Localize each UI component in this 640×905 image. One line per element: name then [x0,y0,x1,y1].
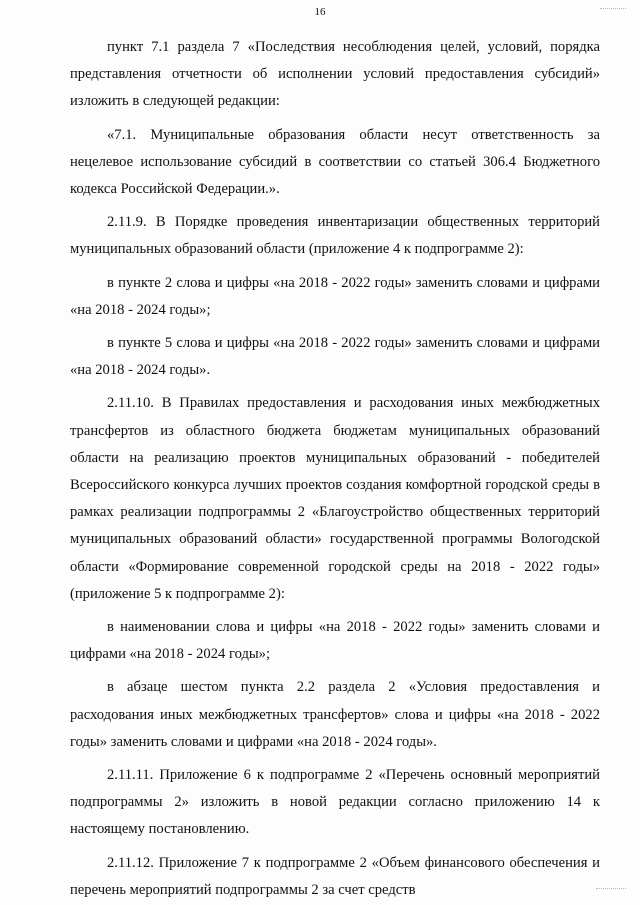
paragraph-5: в пункте 5 слова и цифры «на 2018 - 2022 годы» заменить словами и цифрами «на 2018 - 2024 годы». [70,335,600,379]
document-body [70,34,600,904]
scan-artifact-bottom [596,888,626,895]
paragraph-7: в наименовании слова и цифры «на 2018 - 2022 годы» заменить словами и цифрами «на 2018 - 2024 годы»; [70,619,600,663]
paragraph-2: «7.1. Муниципальные образования области несут ответственность за нецелевое использование субсидий в соответствии со статьей 306.4 Бюджетного кодекса Российской Федерации.». [70,126,600,198]
paragraph-8: в абзаце шестом пункта 2.2 раздела 2 «Условия предоставления и расходования иных межбюджетных трансфертов» слова и цифры «на 2018 - 2022 годы» заменить словами и цифрами «на 2018 - 2024 годы». [70,679,600,750]
paragraph-9: 2.11.11. Приложение 6 к подпрограмме 2 «Перечень основный мероприятий подпрограммы 2» изложить в новой редакции согласно приложению 14 к настоящему постановлению. [70,767,600,838]
paragraph-10: 2.11.12. Приложение 7 к подпрограмме 2 «Объем финансового обеспечения и перечень мероприятий подпрограммы 2 за счет средств [70,854,600,898]
page-number: 16 [314,6,326,18]
paragraph-1: пункт 7.1 раздела 7 «Последствия несоблюдения целей, условий, порядка представления отчетности об исполнении условий предоставления субсидий» изложить в следующей редакции: [70,39,600,110]
paragraph-6: 2.11.10. В Правилах предоставления и расходования иных межбюджетных трансфертов из областного бюджета бюджетам муниципальных образований области на реализацию проектов муниципальных образований - победителей Всероссийского конкурса лучших проектов создания комфортной городской среды в рамках реализации подпрограммы 2 «Благоустройство общественных территорий муниципальных образований области» государственной программы Вологодской области «Формирование современной городской среды на 2018 - 2022 годы» (приложение 5 к подпрограмме 2): [70,395,600,602]
paragraph-3: 2.11.9. В Порядке проведения инвентаризации общественных территорий муниципальных образований области (приложение 4 к подпрограмме 2): [70,214,600,258]
paragraph-4: в пункте 2 слова и цифры «на 2018 - 2022 годы» заменить словами и цифрами «на 2018 - 2024 годы»; [70,274,600,318]
